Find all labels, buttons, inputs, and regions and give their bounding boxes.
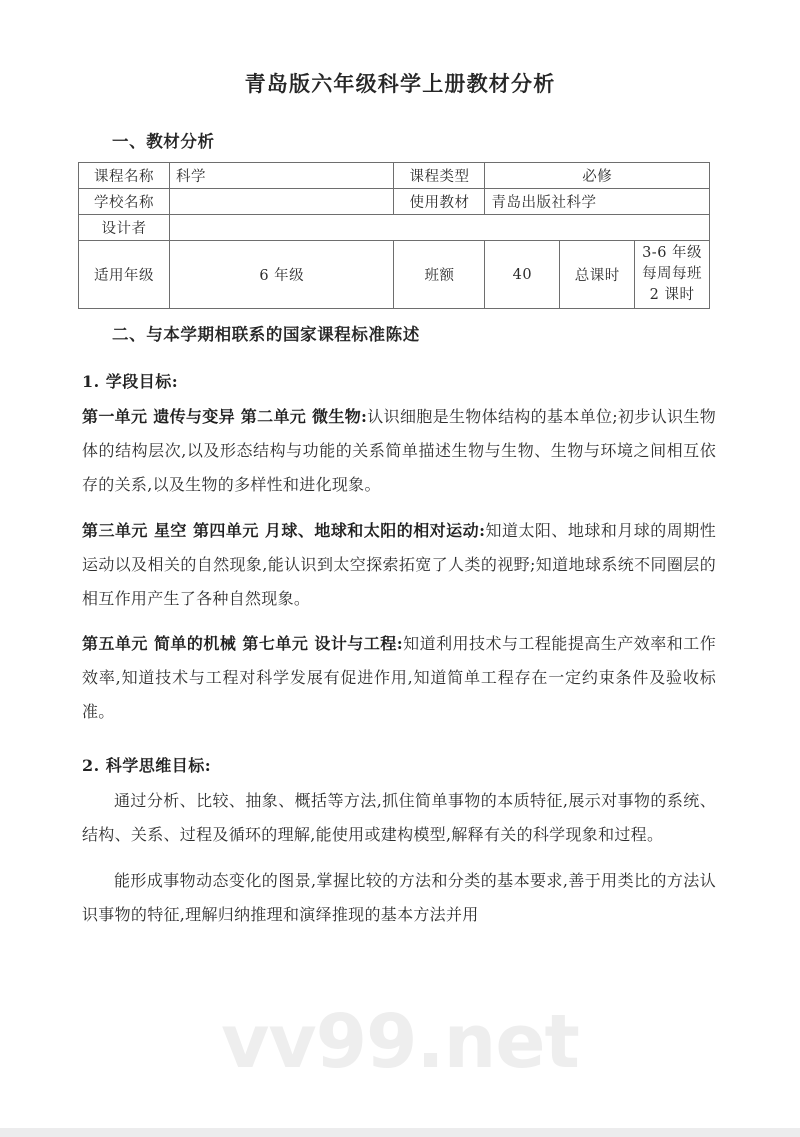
watermark: vv99.net [221,999,579,1085]
table-row [79,215,710,241]
cell-label-textbook: 使用教材 [394,189,485,215]
table-row [79,163,710,189]
cell-label-course-name: 课程名称 [79,163,170,189]
subheading-stage-objectives: 1. 学段目标: [82,372,179,392]
cell-value-total-hours: 3-6 年级每周每班 2 课时 [635,241,710,309]
cell-label-class-size: 班额 [394,241,485,309]
cell-label-designer: 设计者 [79,215,170,241]
cell-value-class-size: 40 [485,241,560,309]
cell-value-course-name: 科学 [170,163,394,189]
paragraph-lead-unit-5-7: 第五单元 简单的机械 第七单元 设计与工程: [82,634,403,654]
cell-value-grade: 6 年级 [170,241,394,309]
cell-label-school-name: 学校名称 [79,189,170,215]
section-heading-two: 二、与本学期相联系的国家课程标准陈述 [112,325,420,345]
paragraph-body-unit-3-4: 知道太阳、地球和月球的周期性运动以及相关的自然现象,能认识到太空探索拓宽了人类的视野;知道地球系统不同圈层的相互作用产生了各种自然现象。 [82,520,717,608]
cell-label-grade: 适用年级 [79,241,170,309]
cell-value-course-type: 必修 [485,163,710,189]
cell-value-school-name [170,189,394,215]
paragraph-unit-1-2 [0,394,800,508]
table-row [79,189,710,215]
paragraph-body-unit-1-2: 认识细胞是生物体结构的基本单位;初步认识生物体的结构层次,以及形态结构与功能的关系简单描述生物与生物、生物与环境之间相互依存的关系,以及生物的多样性和进化现象。 [82,407,716,494]
paragraph-lead-unit-1-2: 第一单元 遗传与变异 第二单元 微生物: [82,407,368,427]
course-info-table [78,162,710,309]
paragraph-unit-3-4 [0,508,800,622]
paragraph-thinking-2: 能形成事物动态变化的图景,掌握比较的方法和分类的基本要求,善于用类比的方法认识事物的特征,理解归纳推理和演绎推现的基本方法并用 [82,871,716,924]
subheading-thinking-objectives: 2. 科学思维目标: [82,756,212,776]
paragraph-body-unit-5-7: 知道利用技术与工程能提高生产效率和工作效率,知道技术与工程对科学发展有促进作用,知道简单工程存在一定约束条件及验收标准。 [82,634,717,722]
paragraph-thinking-1: 通过分析、比较、抽象、概括等方法,抓住简单事物的本质特征,展示对事物的系统、结构、关系、过程及循环的理解,能使用或建构模型,解释有关的科学现象和过程。 [82,791,716,845]
page-title: 青岛版六年级科学上册教材分析 [244,71,556,96]
table-row [79,241,710,309]
scan-edge-band [0,1128,800,1137]
cell-value-designer [170,215,710,241]
paragraph-lead-unit-3-4: 第三单元 星空 第四单元 月球、地球和太阳的相对运动: [82,520,486,540]
cell-label-course-type: 课程类型 [394,163,485,189]
section-heading-one: 一、教材分析 [112,132,215,151]
cell-value-textbook: 青岛出版社科学 [485,189,710,215]
paragraph-unit-5-7 [0,621,800,735]
cell-label-total-hours: 总课时 [560,241,635,309]
